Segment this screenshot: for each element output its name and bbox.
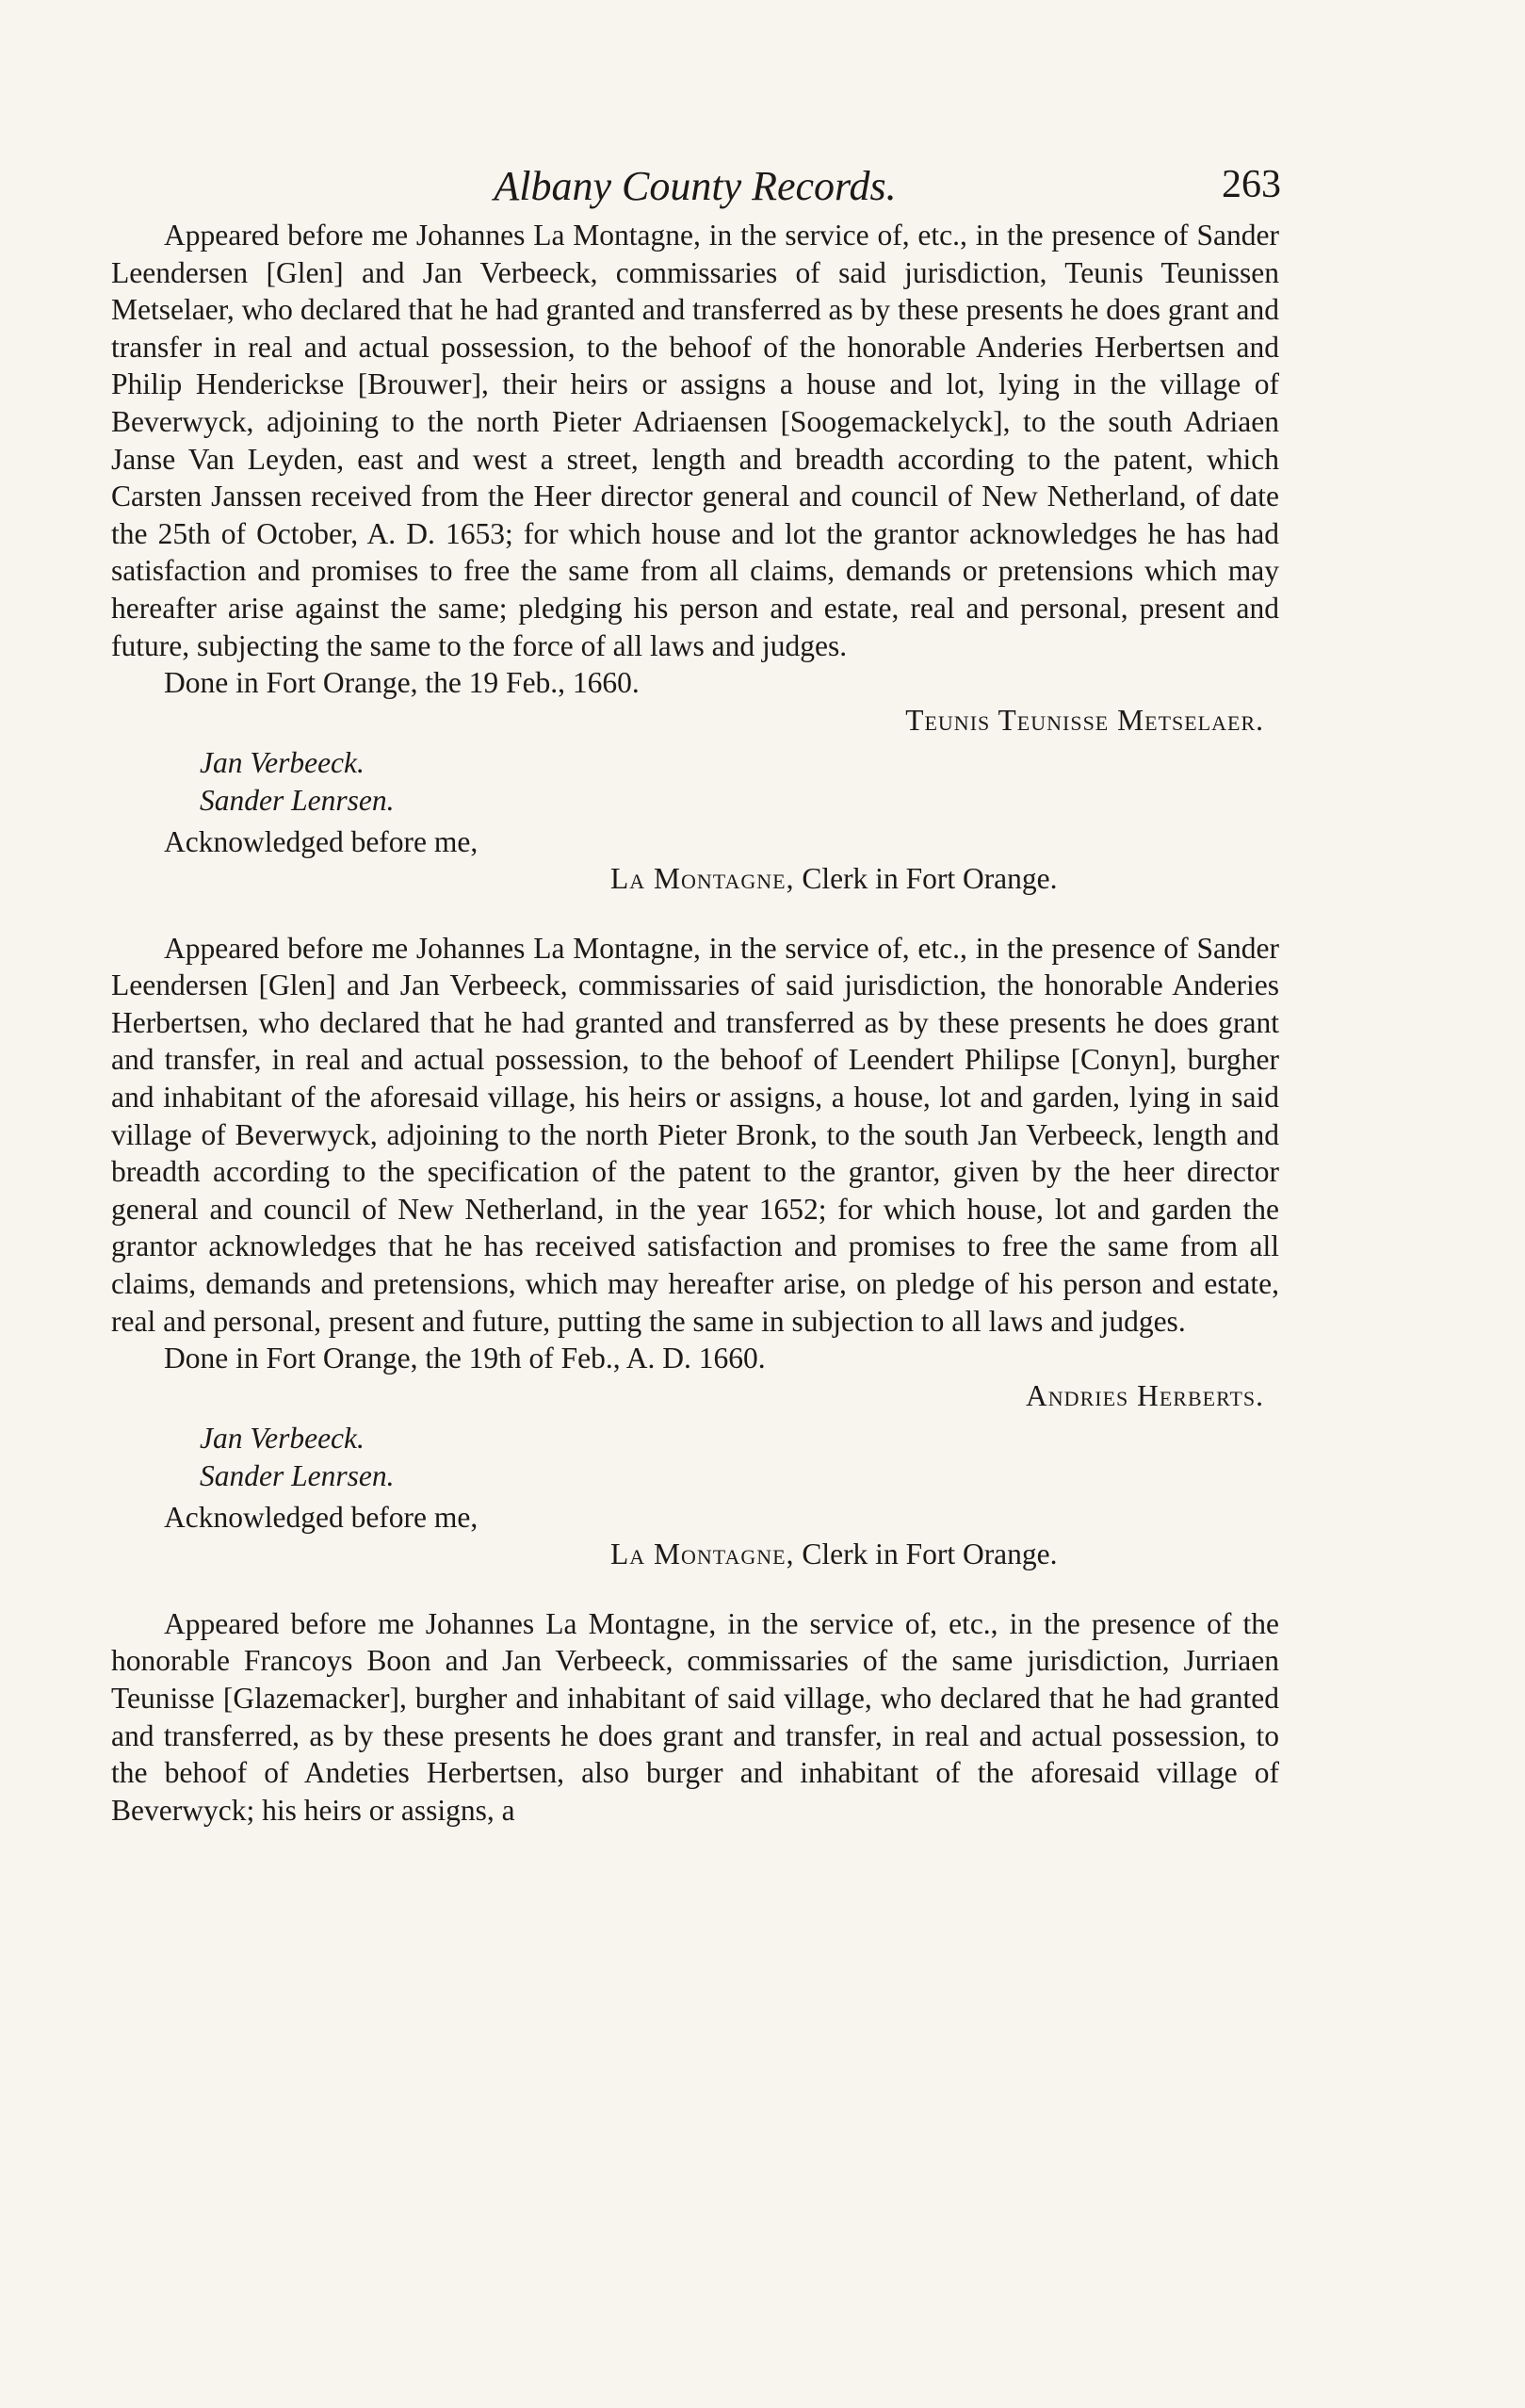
deed-signer: Teunis Teunisse Metselaer. xyxy=(905,703,1264,737)
deed-signer: Andries Herberts. xyxy=(1026,1378,1264,1412)
clerk-signature xyxy=(610,1536,1279,1573)
deed-paragraph: Appeared before me Johannes La Montagne, in the service of, etc., in the presence of Sander Leendersen [Glen] and Jan Verbeeck, commissaries of said jurisdiction, Teunis Teunissen Metselaer, who declared that he had granted and transferred as by these presents he does grant and transfer in real and actual possession, to the behoof of the honorable Anderies Herbertsen and Philip Henderickse [Brouwer], their heirs or assigns a house and lot, lying in the village of Beverwyck, adjoining to the north Pieter Adriaensen [Soogemackelyck], to the south Adriaen Janse Van Leyden, east and west a street, length and breadth according to the patent, which Carsten Janssen received from the Heer director general and council of New Netherland, of date the 25th of October, A. D. 1653; for which house and lot the grantor acknowledges he has had satisfaction and promises to free the same from all claims, demands or pretensions which may hereafter arise against the same; pledging his person and estate, real and personal, present and future, subjecting the same to the force of all laws and judges. xyxy=(111,219,1279,662)
acknowledgement-line: Acknowledged before me, xyxy=(164,1500,479,1534)
deed-record xyxy=(111,930,1279,1573)
witness-name: Sander Lenrsen. xyxy=(200,1459,395,1492)
running-head xyxy=(111,151,1279,217)
witness-name: Jan Verbeeck. xyxy=(200,746,365,780)
clerk-name: La Montagne, xyxy=(610,862,795,896)
clerk-name: La Montagne, xyxy=(610,1538,795,1571)
clerk-title: Clerk in Fort Orange. xyxy=(794,862,1058,896)
document-page xyxy=(111,151,1279,1829)
deed-dateline: Done in Fort Orange, the 19th of Feb., A. D. 1660. xyxy=(164,1342,766,1375)
deed-record xyxy=(111,217,1279,898)
witness-list xyxy=(200,1420,1279,1494)
deed-dateline: Done in Fort Orange, the 19 Feb., 1660. xyxy=(164,666,640,700)
clerk-signature xyxy=(610,860,1279,898)
clerk-title: Clerk in Fort Orange. xyxy=(794,1538,1058,1571)
deed-paragraph: Appeared before me Johannes La Montagne, in the service of, etc., in the presence of Sander Leendersen [Glen] and Jan Verbeeck, commissaries of said jurisdiction, the honorable Anderies Herbertsen, who declared that he had granted and transferred as by these presents he does grant and transfer, in real and actual possession, to the behoof of Leendert Philipse [Conyn], burgher and inhabitant of the aforesaid village, his heirs or assigns, a house, lot and garden, lying in said village of Beverwyck, adjoining to the north Pieter Bronk, to the south Jan Verbeeck, length and breadth according to the specification of the patent to the grantor, given by the heer director general and council of New Netherland, in the year 1652; for which house, lot and garden the grantor acknowledges that he has received satisfaction and promises to free the same from all claims, demands and pretensions, which may hereafter arise, on pledge of his person and estate, real and personal, present and future, putting the same in subjection to all laws and judges. xyxy=(111,931,1279,1338)
witness-list xyxy=(200,744,1279,819)
witness-name: Jan Verbeeck. xyxy=(200,1422,365,1456)
witness-name: Sander Lenrsen. xyxy=(200,783,395,817)
acknowledgement-line: Acknowledged before me, xyxy=(164,824,479,858)
running-title: Albany County Records. xyxy=(494,163,897,209)
page-number: 263 xyxy=(1222,163,1281,206)
deed-paragraph: Appeared before me Johannes La Montagne, in the service of, etc., in the presence of the honorable Francoys Boon and Jan Verbeeck, commissaries of the same jurisdiction, Jurriaen Teunisse [Glazemacker], burgher and inhabitant of said village, who declared that he had granted and transferred, as by these presents he does grant and transfer, in real and actual possession, to the behoof of Andeties Herbertsen, also burger and inhabitant of the aforesaid village of Beverwyck; his heirs or assigns, a xyxy=(111,1606,1279,1827)
deed-record xyxy=(111,1605,1279,1830)
